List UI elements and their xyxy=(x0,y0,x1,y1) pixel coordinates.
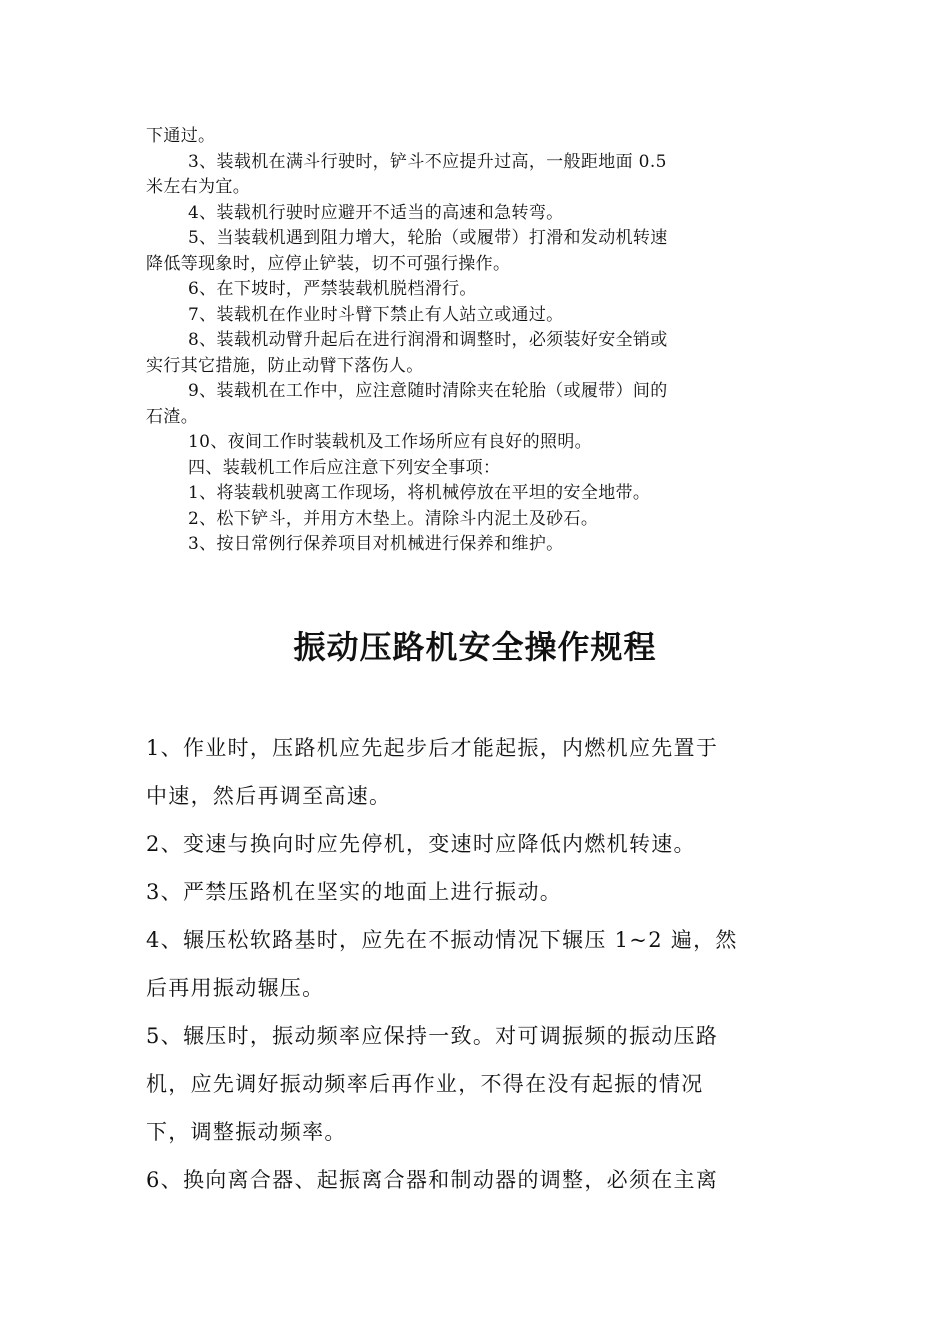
text-line: 5、辗压时，振动频率应保持一致。对可调振频的振动压路 xyxy=(146,1024,719,1048)
text-line: 米左右为宜。 xyxy=(146,177,251,197)
text-line: 实行其它措施，防止动臂下落伤人。 xyxy=(146,355,424,376)
text-line: 7、装载机在作业时斗臂下禁止有人站立或通过。 xyxy=(188,304,564,325)
text-line: 1、作业时，压路机应先起步后才能起振，内燃机应先置于 xyxy=(146,736,719,760)
text-line: 3、装载机在满斗行驶时，铲斗不应提升过高，一般距地面 0.5 xyxy=(188,151,667,172)
text-line: 10、夜间工作时装载机及工作场所应有良好的照明。 xyxy=(188,432,593,452)
text-line: 8、装载机动臂升起后在进行润滑和调整时，必须装好安全销或 xyxy=(188,330,668,350)
text-line: 6、换向离合器、起振离合器和制动器的调整，必须在主离 xyxy=(146,1168,719,1192)
text-line: 石渣。 xyxy=(146,406,199,427)
roller-safety-section xyxy=(146,724,808,1204)
text-line: 4、辗压松软路基时，应先在不振动情况下辗压 1~2 遍，然 xyxy=(146,928,738,952)
loader-safety-section xyxy=(146,124,808,558)
text-line: 1、将装载机驶离工作现场，将机械停放在平坦的安全地带。 xyxy=(188,483,651,503)
text-line: 2、变速与换向时应先停机，变速时应降低内燃机转速。 xyxy=(146,832,696,856)
text-line: 3、按日常例行保养项目对机械进行保养和维护。 xyxy=(188,534,564,554)
text-line: 机，应先调好振动频率后再作业，不得在没有起振的情况 xyxy=(146,1072,704,1096)
section-heading: 四、装载机工作后应注意下列安全事项： xyxy=(188,457,501,478)
text-line: 后再用振动辗压。 xyxy=(146,976,325,1000)
text-line: 4、装载机行驶时应避开不适当的高速和急转弯。 xyxy=(188,202,564,223)
text-line: 下，调整振动频率。 xyxy=(146,1120,347,1144)
document-title: 振动压路机安全操作规程 xyxy=(293,628,657,666)
text-line: 3、严禁压路机在坚实的地面上进行振动。 xyxy=(146,880,563,904)
text-line: 6、在下坡时，严禁装载机脱档滑行。 xyxy=(188,279,477,299)
text-line: 中速，然后再调至高速。 xyxy=(146,784,392,808)
text-line: 降低等现象时，应停止铲装，切不可强行操作。 xyxy=(146,253,511,274)
text-line: 2、松下铲斗，并用方木垫上。清除斗内泥土及砂石。 xyxy=(188,508,599,529)
text-line: 5、当装载机遇到阻力增大，轮胎（或履带）打滑和发动机转速 xyxy=(188,228,668,248)
text-line: 下通过。 xyxy=(146,126,216,146)
text-line: 9、装载机在工作中，应注意随时清除夹在轮胎（或履带）间的 xyxy=(188,381,668,401)
